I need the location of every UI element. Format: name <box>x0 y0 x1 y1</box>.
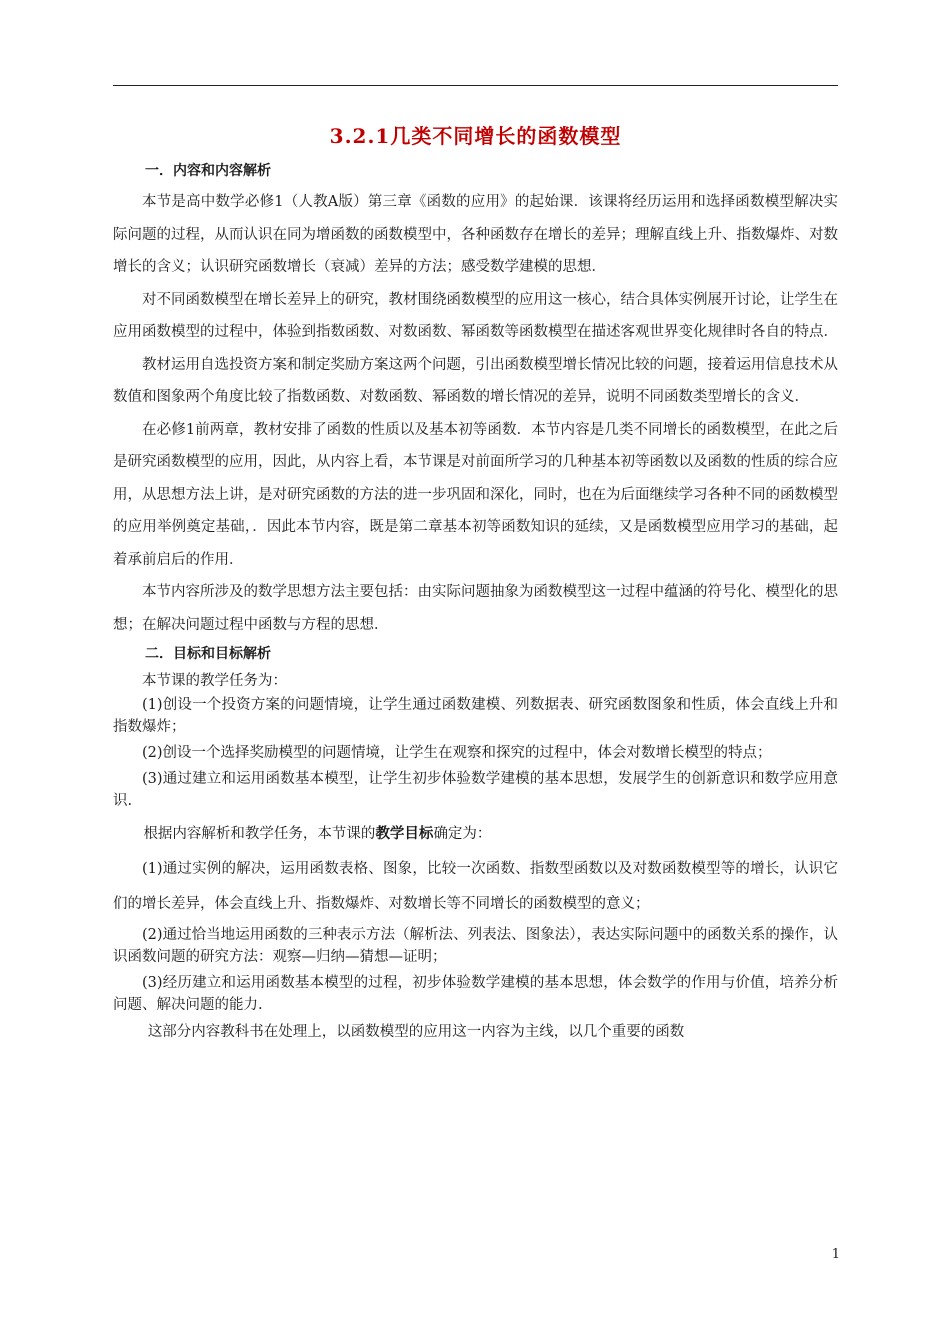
goal-lead-bold: 教学目标 <box>375 825 434 842</box>
paragraph: 本节内容所涉及的数学思想方法主要包括：由实际问题抽象为函数模型这一过程中蕴涵的符号化、模型化的思想；在解决问题过程中函数与方程的思想． <box>113 584 838 633</box>
paragraph: 本节是高中数学必修1（人教A版）第三章《函数的应用》的起始课．该课将经历运用和选择函数模型解决实际问题的过程，从而认识在同为增函数的函数模型中，各种函数存在增长的差异；理解直线上升、指数爆炸、对数增长的含义；认识研究函数增长（衰减）差异的方法；感受数学建模的思想． <box>113 194 838 275</box>
task-intro: 本节课的教学任务为： <box>142 673 287 689</box>
header-rule <box>113 85 838 86</box>
goal-item: (2)通过恰当地运用函数的三种表示方法（解析法、列表法、图象法），表达实际问题中的函数关系的操作，认识函数问题的研究方法：观察—归纳—猜想—证明； <box>113 927 838 965</box>
paragraph: 在必修1前两章，教材安排了函数的性质以及基本初等函数．本节内容是几类不同增长的函数模型，在此之后是研究函数模型的应用，因此，从内容上看，本节课是对前面所学习的几种基本初等函数以及函数的性质的综合应用，从思想方法上讲，是对研究函数的方法的进一步巩固和深化，同时，也在为后面继续学习各种不同的函数模型的应用举例奠定基础，．因此本节内容，既是第二章基本初等函数知识的延续，又是函数模型应用学习的基础，起着承前启后的作用． <box>113 421 838 568</box>
page-number: 1 <box>831 1247 840 1262</box>
task-item: (2)创设一个选择奖励模型的问题情境，让学生在观察和探究的过程中，体会对数增长模型的特点； <box>142 745 772 761</box>
task-item: (3)通过建立和运用函数基本模型，让学生初步体验数学建模的基本思想，发展学生的创新意识和数学应用意识. <box>113 771 838 809</box>
goal-lead-text: 根据内容解析和教学任务，本节课的 <box>143 826 376 842</box>
closing-paragraph: 这部分内容教科书在处理上，以函数模型的应用这一内容为主线，以几个重要的函数 <box>147 1024 685 1040</box>
document-body <box>113 118 838 1045</box>
goal-lead-tail: 确定为： <box>433 826 492 842</box>
goal-item: (1)通过实例的解决，运用函数表格、图象，比较一次函数、指数型函数以及对数函数模型等的增长，认识它们的增长差异，体会直线上升、指数爆炸、对数增长等不同增长的函数模型的意义； <box>113 861 838 912</box>
goal-item: (3)经历建立和运用函数基本模型的过程，初步体验数学建模的基本思想，体会数学的作用与价值，培养分析问题、解决问题的能力. <box>113 975 838 1013</box>
paragraph: 教材运用自选投资方案和制定奖励方案这两个问题，引出函数模型增长情况比较的问题，接着运用信息技术从数值和图象两个角度比较了指数函数、对数函数、幂函数的增长情况的差异，说明不同函数类型增长的含义． <box>113 356 838 405</box>
paragraph: 对不同函数模型在增长差异上的研究，教材围绕函数模型的应用这一核心，结合具体实例展开讨论，让学生在应用函数模型的过程中，体验到指数函数、对数函数、幂函数等函数模型在描述客观世界变化规律时各自的特点． <box>113 291 838 340</box>
task-item: (1)创设一个投资方案的问题情境，让学生通过函数建模、列数据表、研究函数图象和性质，体会直线上升和指数爆炸； <box>113 697 838 735</box>
page-title: 3.2.1几类不同增长的函数模型 <box>329 124 622 148</box>
section-heading-content: 一．内容和内容解析 <box>145 163 271 179</box>
section-heading-goals: 二．目标和目标解析 <box>145 646 271 662</box>
goal-lead <box>113 816 838 852</box>
